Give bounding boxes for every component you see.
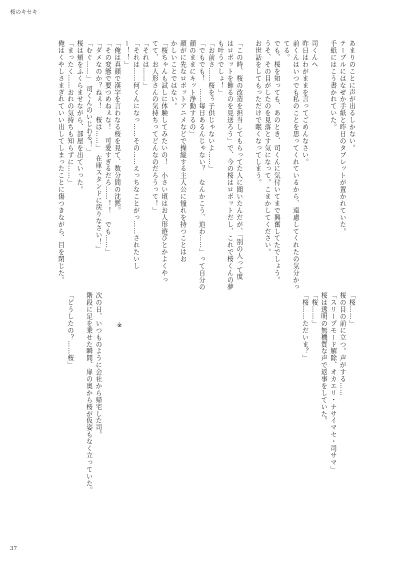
text-line: 「どうしたの？……桜」 [66, 292, 75, 369]
text-line: 前くんはいつでも私のことを思ってくれているから、遠慮してくれたの気分かっ [291, 40, 300, 291]
text-line: 「桜ちゃんも試しに体験してみたいの！ 小さい頃はお人形遊びとかよくやっ [160, 40, 169, 284]
text-line: 「まったく……おれの気持ちも知らずに……」 [66, 40, 75, 186]
text-line: 手紙にはこう書かれていた。 [329, 40, 338, 131]
text-line: てて、お人形さんの気持ちってどんなのだろうって！」 [150, 40, 159, 214]
text-line: 「ダメなのか？ねぇ！ 桜は……」 在庫スタンドに戻りなさい！」 [94, 40, 103, 253]
text-line: 桜は頬をふくらませながら、部屋を出ていった。 [75, 40, 84, 193]
upper-text-block [56, 40, 357, 291]
text-line: 「それは……何くんになっ……その……えっちなことがっ……されたいし [132, 40, 141, 270]
text-line: 昨日はわがままを言ってごめんなさい。 [301, 40, 310, 166]
text-line: 「お前さ……桜をぅ子供じゃないよ……」 [207, 40, 216, 173]
text-line: 次の日、いつものように会社から帰宅した司。 [94, 292, 103, 438]
text-line: お世話をしてもっただけで眠くなってしまう。 [254, 40, 263, 186]
text-line: 「むぐ……」 司くんのいじわる！」 [85, 40, 94, 155]
text-line: 桜は透明の無機質な声で返事をしていた。 [319, 292, 328, 425]
text-line: 桜の目の前に立つ。声がする…… [338, 292, 347, 397]
section-break-mark: ※ [116, 322, 123, 329]
text-line: 顔がに先なロボットアニメなどで操縦する主人公に憧れを持つことはお [178, 40, 187, 263]
text-line: 司くんへ [310, 40, 319, 68]
text-line: も叶うでしょ！」 [216, 40, 225, 96]
running-header: 桜のキセキ [10, 10, 38, 16]
lower-text-block [65, 292, 356, 507]
text-line: 「でもでも！ ……毎日あるんじゃない？ なんかこう、追わ……」って自分の [197, 40, 206, 291]
text-line: ー！！」 [122, 40, 131, 68]
text-line: でも、桜を知っても、あのとき、司くんに気付いてまで興奮してたでしょう。 [272, 40, 281, 284]
text-line: 「その変態で要つめねぇな！ 可愛すぎるだろ……！！ でも……」 [103, 40, 112, 256]
page-number: 37 [10, 546, 17, 552]
text-line: テーブルにはなぜか手紙と昨日のタブレットが置かれていた。 [338, 40, 347, 235]
text-line: あまりのことに声が出るしかない。 [348, 40, 356, 152]
text-line: 階段に足を乗せた瞬間、扉の奥から桜が仮姿もなく立っていた。 [85, 292, 94, 494]
text-line: 「スリープモード解除、オカエリ・ナサイマセ・司サマ」 [329, 292, 338, 473]
text-line: 「桜……」 [348, 292, 356, 327]
text-line: うそ、その目がしたのを見落とす気になって。こまかしてください。 [263, 40, 272, 256]
text-line: 「桜……ただいま？」 [301, 292, 310, 362]
text-line: 顔のままにキット浄動するの」 [188, 40, 197, 138]
text-line: 「それは……」 [141, 40, 150, 89]
text-line: かしいことではない。 [169, 40, 178, 110]
text-line: てる。 [282, 40, 291, 61]
text-line: 「俺は真顔で漢字を言わなる桜を見て、数分間の沈黙。 [113, 40, 122, 214]
text-line: 俺はくやしさまぎれていい出してしまったことに傷つきながら、目を閉じた。 [56, 40, 65, 284]
text-line: 「この時、桜の改造を担当してもらってた人に聞いたんだが、「別の人って度 [235, 40, 244, 281]
text-line: はロボットを飾るのを見送ろう」で、今の桜はロボットだし、これで桜くんの夢 [225, 40, 234, 291]
text-line: 「桜……」 [310, 292, 319, 327]
